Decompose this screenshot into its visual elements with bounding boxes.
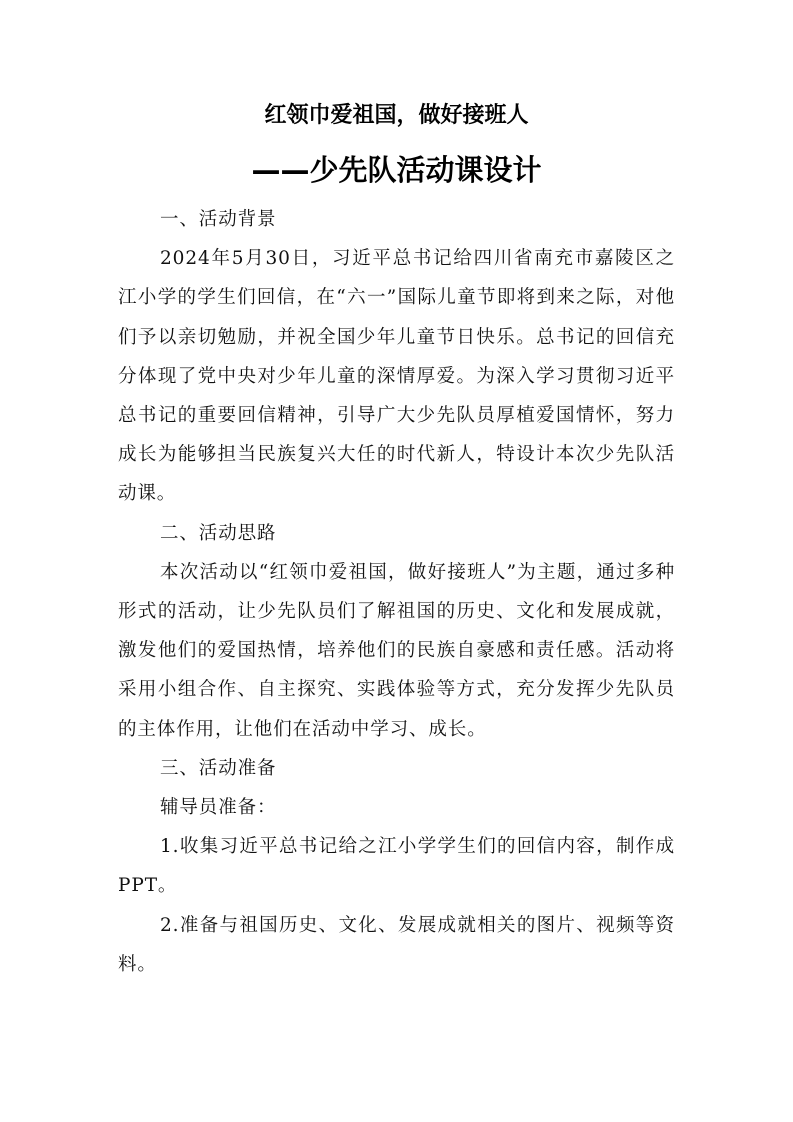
document-body	[118, 200, 675, 984]
section-paragraph-approach: 本次活动以“红领巾爱祖国，做好接班人”为主题，通过多种形式的活动，让少先队员们了解祖国的历史、文化和发展成就，激发他们的爱国热情，培养他们的民族自豪感和责任感。活动将采用小组合作、自主探究、实践体验等方式，充分发挥少先队员的主体作用，让他们在活动中学习、成长。	[118, 561, 675, 740]
section-subheading-counselor: 辅导员准备：	[160, 797, 277, 819]
document-subtitle: ——少先队活动课设计	[251, 153, 542, 187]
document-title: 红领巾爱祖国，做好接班人	[264, 103, 529, 128]
section-heading-approach: 二、活动思路	[160, 522, 277, 544]
list-item: 1.收集习近平总书记给之江小学学生们的回信内容，制作成PPT。	[118, 836, 675, 897]
section-paragraph-background: 2024年5月30日，习近平总书记给四川省南充市嘉陵区之江小学的学生们回信，在“六一”国际儿童节即将到来之际，对他们予以亲切勉励，并祝全国少年儿童节日快乐。总书记的回信充分体现了党中央对少年儿童的深情厚爱。为深入学习贯彻习近平总书记的重要回信精神，引导广大少先队员厚植爱国情怀，努力成长为能够担当民族复兴大任的时代新人，特设计本次少先队活动课。	[118, 248, 675, 505]
section-heading-preparation: 三、活动准备	[160, 757, 277, 779]
list-item: 2.准备与祖国历史、文化、发展成就相关的图片、视频等资料。	[118, 914, 675, 975]
section-heading-background: 一、活动背景	[160, 209, 277, 230]
